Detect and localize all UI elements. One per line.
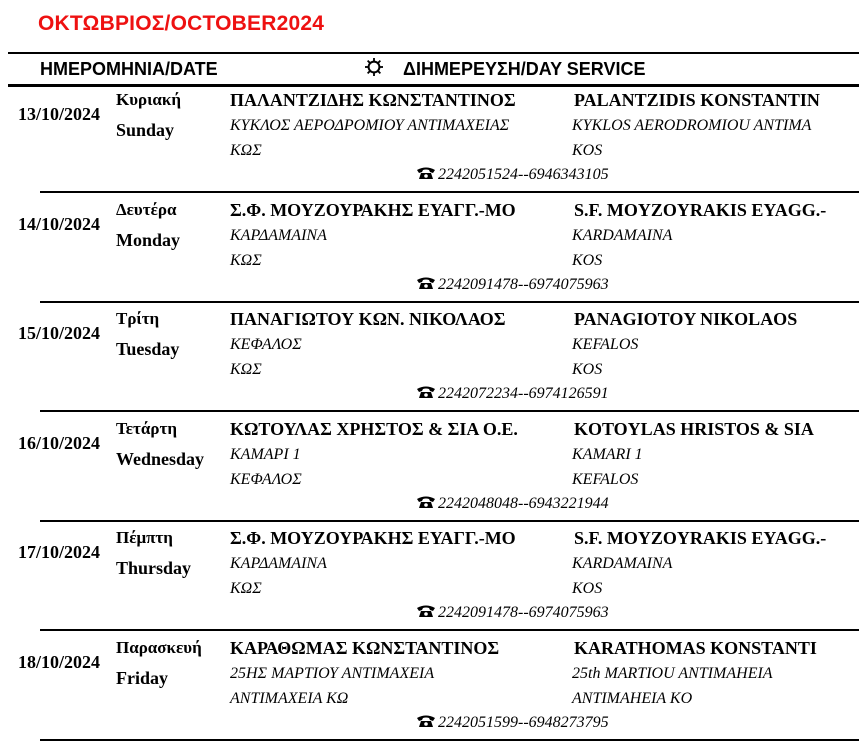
address-english-line2: KEFALOS	[572, 471, 639, 488]
pharmacy-name-english: KOTOYLAS HRISTOS & SIA	[574, 419, 814, 439]
list-item	[0, 632, 859, 741]
address-greek-line2: ΑΝΤΙΜΑΧΕΙΑ ΚΩ	[230, 690, 349, 707]
service-column-label: ΔΙΗΜΕΡΕΥΣΗ/DAY SERVICE	[403, 59, 646, 79]
address-greek-line1: ΚΑΡΔΑΜΑΙΝΑ	[230, 227, 327, 244]
address-english-line1: 25th MARTIOU ANTIMAHEIA	[572, 665, 773, 682]
list-item	[0, 84, 859, 193]
entry-date: 14/10/2024	[18, 214, 101, 234]
entry-day-greek: Δευτέρα	[116, 200, 177, 219]
phone-number: 2242091478--6974075963	[438, 604, 609, 621]
pharmacy-name-english: S.F. MOYZOYRAKIS EYAGG.-	[574, 200, 827, 220]
entry-day-greek: Πέμπτη	[116, 528, 173, 547]
phone-line	[416, 385, 609, 403]
pharmacy-name-greek: ΠΑΝΑΓΙΩΤΟΥ ΚΩΝ. ΝΙΚΟΛΑΟΣ	[230, 309, 506, 329]
date-column-label: ΗΜΕΡΟΜΗΝΙΑ/DATE	[40, 59, 218, 79]
table-header	[8, 52, 859, 87]
phone-line	[416, 604, 609, 622]
entry-date: 16/10/2024	[18, 433, 101, 453]
address-english-line2: ANTIMAHEIA KO	[572, 690, 693, 707]
entry-day-english: Friday	[116, 668, 168, 688]
address-english-line2: KOS	[572, 252, 603, 269]
address-greek-line2: ΚΕΦΑΛΟΣ	[230, 471, 302, 488]
entry-day-greek: Τετάρτη	[116, 419, 177, 438]
telephone-icon	[416, 276, 436, 290]
list-item	[0, 303, 859, 412]
phone-number: 2242051599--6948273795	[438, 714, 609, 731]
pharmacy-name-greek: Σ.Φ. ΜΟΥΖΟΥΡΑΚΗΣ ΕΥΑΓΓ.-ΜΟ	[230, 528, 516, 548]
entry-day-english: Tuesday	[116, 339, 180, 359]
address-greek-line2: ΚΩΣ	[230, 252, 262, 269]
row-divider	[40, 191, 859, 193]
entry-day-greek: Τρίτη	[116, 309, 160, 328]
address-english-line1: KAMARI 1	[572, 446, 643, 463]
pharmacy-name-english: KARATHOMAS KONSTANTI	[574, 638, 817, 658]
pharmacy-name-english: S.F. MOYZOYRAKIS EYAGG.-	[574, 528, 827, 548]
list-item	[0, 194, 859, 303]
pharmacy-name-greek: ΠΑΛΑΝΤΖΙΔΗΣ ΚΩΝΣΤΑΝΤΙΝΟΣ	[230, 90, 516, 110]
pharmacy-name-greek: ΚΑΡΑΘΩΜΑΣ ΚΩΝΣΤΑΝΤΙΝΟΣ	[230, 638, 500, 658]
phone-line	[416, 714, 609, 732]
entry-date: 13/10/2024	[18, 104, 101, 124]
address-english-line2: KOS	[572, 142, 603, 159]
telephone-icon	[416, 714, 436, 728]
entry-date: 15/10/2024	[18, 323, 101, 343]
address-greek-line1: ΚΕΦΑΛΟΣ	[230, 336, 302, 353]
pharmacy-name-english: PANAGIOTOY NIKOLAOS	[574, 309, 798, 329]
telephone-icon	[416, 495, 436, 509]
address-english-line1: KEFALOS	[572, 336, 639, 353]
pharmacy-name-greek: ΚΩΤΟΥΛΑΣ ΧΡΗΣΤΟΣ & ΣΙΑ Ο.Ε.	[230, 419, 518, 439]
page-title: ΟΚΤΩΒΡΙΟΣ/OCTOBER2024	[38, 12, 325, 35]
telephone-icon	[416, 604, 436, 618]
entry-day-english: Monday	[116, 230, 181, 250]
entry-day-greek: Κυριακή	[116, 90, 181, 109]
address-english-line2: KOS	[572, 580, 603, 597]
entry-day-english: Thursday	[116, 558, 192, 578]
phone-number: 2242091478--6974075963	[438, 276, 609, 293]
phone-number: 2242048048--6943221944	[438, 495, 609, 512]
phone-number: 2242072234--6974126591	[438, 385, 609, 402]
address-greek-line1: 25ΗΣ ΜΑΡΤΙΟΥ ΑΝΤΙΜΑΧΕΙΑ	[230, 665, 435, 682]
address-greek-line2: ΚΩΣ	[230, 361, 262, 378]
entry-date: 18/10/2024	[18, 652, 101, 672]
entry-date: 17/10/2024	[18, 542, 101, 562]
phone-line	[416, 495, 609, 513]
phone-line	[416, 276, 609, 294]
address-english-line2: KOS	[572, 361, 603, 378]
address-english-line1: KYKLOS AERODROMIOU ANTIMA	[572, 117, 812, 134]
address-greek-line1: ΚΑΜΑΡΙ 1	[230, 446, 301, 463]
phone-number: 2242051524--6946343105	[438, 166, 609, 183]
entry-day-greek: Παρασκευή	[116, 638, 202, 657]
address-greek-line1: ΚΑΡΔΑΜΑΙΝΑ	[230, 555, 327, 572]
list-item	[0, 413, 859, 522]
row-divider	[40, 410, 859, 412]
address-english-line1: KARDAMAINA	[572, 227, 673, 244]
telephone-icon	[416, 385, 436, 399]
row-divider	[40, 629, 859, 631]
sun-gear-icon	[365, 58, 383, 76]
telephone-icon	[416, 166, 436, 180]
phone-line	[416, 166, 609, 184]
address-greek-line2: ΚΩΣ	[230, 580, 262, 597]
entry-day-english: Wednesday	[116, 449, 205, 469]
pharmacy-name-greek: Σ.Φ. ΜΟΥΖΟΥΡΑΚΗΣ ΕΥΑΓΓ.-ΜΟ	[230, 200, 516, 220]
pharmacy-name-english: PALANTZIDIS KONSTANTIN	[574, 90, 820, 110]
entry-day-english: Sunday	[116, 120, 175, 140]
address-english-line1: KARDAMAINA	[572, 555, 673, 572]
row-divider	[40, 739, 859, 741]
address-greek-line1: ΚΥΚΛΟΣ ΑΕΡΟΔΡΟΜΙΟΥ ΑΝΤΙΜΑΧΕΙΑΣ	[230, 117, 510, 134]
address-greek-line2: ΚΩΣ	[230, 142, 262, 159]
list-item	[0, 522, 859, 631]
